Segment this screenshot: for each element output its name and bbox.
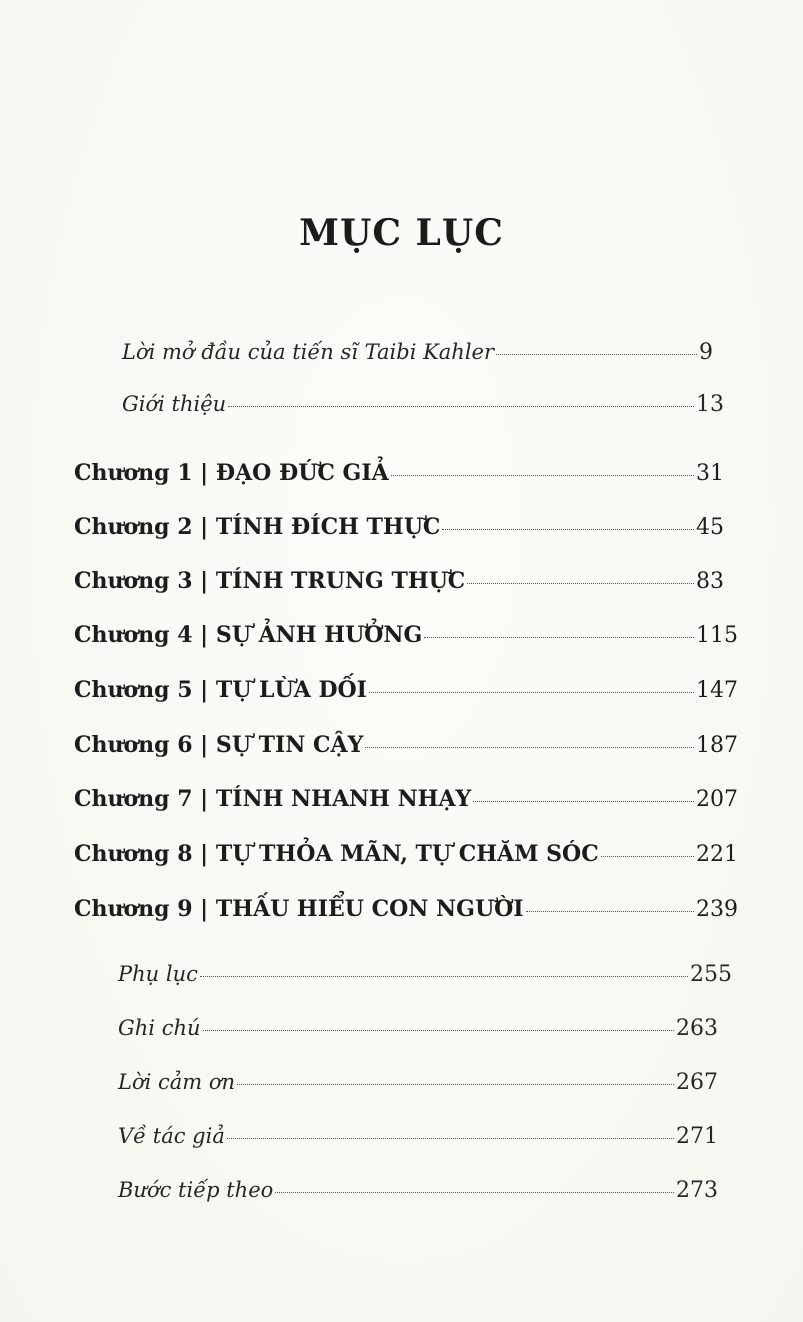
- toc-entry-label: Giới thiệu: [122, 392, 227, 416]
- toc-entry-page-number: 263: [676, 1016, 718, 1041]
- toc-entry-label: Phụ lục: [118, 962, 198, 986]
- toc-entry-chapter-6: [74, 732, 738, 758]
- toc-entry-label: Về tác giả: [118, 1124, 225, 1148]
- toc-entry-introduction: [122, 392, 724, 417]
- toc-entry-label: Chương 5 | TỰ LỪA DỐI: [74, 677, 367, 703]
- toc-entry-page-number: 45: [696, 515, 724, 540]
- toc-entry-page-number: 31: [696, 461, 724, 486]
- toc-entry-appendix: [118, 962, 732, 987]
- toc-entry-page-number: 239: [696, 897, 738, 922]
- toc-entry-label: Lời mở đầu của tiến sĩ Taibi Kahler: [122, 340, 495, 364]
- dot-leader: [424, 637, 694, 638]
- dot-leader: [369, 692, 694, 693]
- toc-entry-about-author: [118, 1124, 718, 1149]
- toc-entry-chapter-9: [74, 896, 738, 922]
- toc-entry-label: Chương 9 | THẤU HIỂU CON NGƯỜI: [74, 896, 524, 922]
- toc-entry-label: Chương 3 | TÍNH TRUNG THỰC: [74, 568, 466, 594]
- dot-leader: [227, 1138, 674, 1139]
- toc-entry-acknowledgements: [118, 1070, 718, 1095]
- toc-entry-label: Chương 2 | TÍNH ĐÍCH THỰC: [74, 514, 441, 540]
- toc-entry-page-number: 13: [696, 392, 724, 417]
- toc-entry-preface: [122, 340, 713, 365]
- toc-entry-page-number: 83: [696, 569, 724, 594]
- toc-entry-chapter-4: [74, 622, 738, 648]
- toc-entry-chapter-8: [74, 841, 738, 867]
- toc-entry-page-number: 255: [690, 962, 732, 987]
- toc-entry-chapter-3: [74, 568, 724, 594]
- dot-leader: [496, 354, 697, 355]
- dot-leader: [473, 801, 694, 802]
- toc-entry-label: Lời cảm ơn: [118, 1070, 236, 1094]
- dot-leader: [237, 1084, 674, 1085]
- toc-entry-notes: [118, 1016, 718, 1041]
- toc-entry-page-number: 221: [696, 842, 738, 867]
- toc-entry-chapter-5: [74, 677, 738, 703]
- dot-leader: [365, 747, 694, 748]
- dot-leader: [275, 1192, 674, 1193]
- toc-entry-page-number: 187: [696, 733, 738, 758]
- toc-entry-label: Bước tiếp theo: [118, 1178, 274, 1202]
- dot-leader: [228, 406, 694, 407]
- toc-entry-page-number: 115: [696, 623, 738, 648]
- page-title: MỤC LỤC: [299, 212, 504, 254]
- dot-leader: [467, 583, 694, 584]
- dot-leader: [200, 976, 688, 977]
- toc-entry-page-number: 9: [699, 340, 713, 365]
- toc-entry-label: Ghi chú: [118, 1016, 201, 1040]
- dot-leader: [526, 911, 694, 912]
- toc-entry-page-number: 273: [676, 1178, 718, 1203]
- dot-leader: [391, 475, 694, 476]
- dot-leader: [442, 529, 694, 530]
- toc-entry-page-number: 147: [696, 678, 738, 703]
- dot-leader: [203, 1030, 674, 1031]
- toc-entry-chapter-2: [74, 514, 724, 540]
- toc-entry-chapter-7: [74, 786, 738, 812]
- toc-entry-label: Chương 1 | ĐẠO ĐỨC GIẢ: [74, 460, 389, 486]
- toc-entry-next-steps: [118, 1178, 718, 1203]
- toc-entry-label: Chương 4 | SỰ ẢNH HƯỞNG: [74, 622, 423, 648]
- toc-entry-page-number: 207: [696, 787, 738, 812]
- toc-entry-label: Chương 7 | TÍNH NHANH NHẠY: [74, 786, 472, 812]
- dot-leader: [601, 856, 694, 857]
- toc-entry-page-number: 267: [676, 1070, 718, 1095]
- toc-entry-label: Chương 6 | SỰ TIN CẬY: [74, 732, 364, 758]
- toc-entry-chapter-1: [74, 460, 724, 486]
- toc-entry-page-number: 271: [676, 1124, 718, 1149]
- toc-entry-label: Chương 8 | TỰ THỎA MÃN, TỰ CHĂM SÓC: [74, 841, 599, 867]
